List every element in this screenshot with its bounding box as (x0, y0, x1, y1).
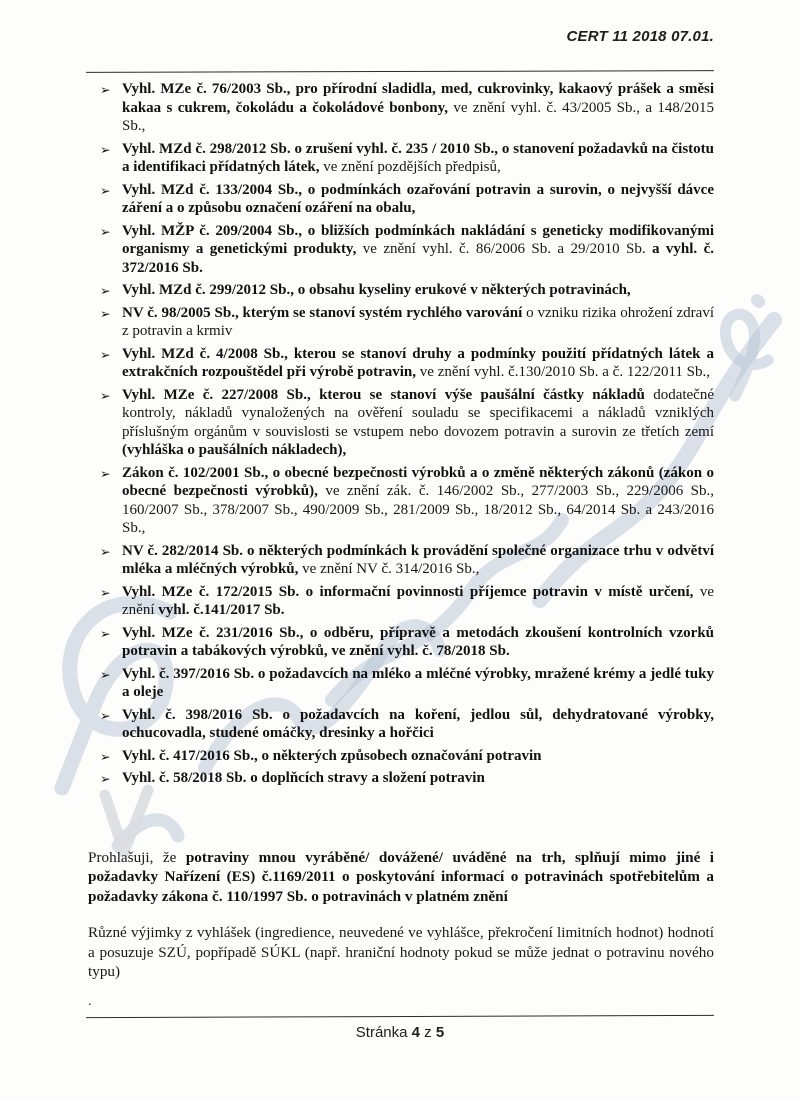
list-item (88, 542, 714, 579)
list-item (88, 222, 714, 278)
doc-code: CERT 11 2018 07.01. (566, 28, 714, 45)
regular-text: ve znění zák. č. 146/2002 Sb., 277/2003 Sb., 229/2006 Sb., 160/2007 Sb., 378/2007 Sb., 490/2009 Sb., 281/2009 Sb., 18/2012 Sb., 64/2014 Sb. a 243/2016 Sb., (122, 483, 714, 536)
regular-text: dodatečné kontroly, nákladů vynaložených na ověření souladu se specifikacemi a nákladů vzniklých příslušným orgánům v souvislosti se vstupem nebo dovozem potravin a surovin ze třetích zemí (122, 386, 714, 440)
list-item-text (122, 222, 714, 278)
list-item-text (122, 542, 714, 579)
arrow-bullet-icon: ➢ (100, 625, 111, 641)
list-item-text (122, 769, 714, 788)
list-item (88, 80, 714, 136)
arrow-bullet-icon: ➢ (100, 283, 111, 298)
list-item-text (122, 181, 714, 218)
bold-text: Vyhl. MZd č. 4/2008 Sb., kterou se stanoví druhy a podmínky použití přídatných látek a extrakčních rozpouštědel při výrobě potravin, (122, 345, 714, 380)
arrow-bullet-icon: ➢ (100, 543, 111, 559)
bold-text: potraviny mnou vyráběné/ dovážené/ uváděné na trh, splňují mimo jiné i požadavky Nařízení (ES) č.1169/2011 o poskytování informací o potravinách spotřebitelům a požadavky zákona č. 110/1997 Sb. o potravinách v platném znění (88, 848, 715, 905)
regular-text: ve znění pozdějších předpisů, (319, 159, 501, 175)
list-item (88, 386, 714, 460)
list-item (88, 281, 714, 300)
bold-text: Vyhl. č. 58/2018 Sb. o doplňcích stravy a složení potravin (122, 770, 485, 786)
regular-text: ve znění (122, 583, 714, 618)
stray-dot: . (88, 993, 92, 1009)
bold-text: NV č. 98/2005 Sb., kterým se stanoví systém rychlého varování (122, 304, 523, 321)
list-item (88, 304, 714, 341)
arrow-bullet-icon: ➢ (100, 771, 111, 786)
list-item (88, 769, 714, 788)
declaration-paragraph (88, 848, 714, 907)
list-item (88, 624, 714, 661)
list-item-text (122, 706, 714, 743)
bold-text: Vyhl. MZe č. 227/2008 Sb., kterou se stanoví výše paušální částky nákladů (122, 386, 645, 403)
bold-text: Vyhl. MZd č. 298/2012 Sb. o zrušení vyhl. č. 235 / 2010 Sb., o stanovení požadavků na čistotu a identifikaci přídatných látek, (122, 140, 714, 175)
bold-text: Vyhl. MZd č. 299/2012 Sb., o obsahu kyseliny erukové v některých potravinách, (122, 282, 631, 298)
bold-text: Vyhl. MŽP č. 209/2004 Sb., o bližších podmínkách nakládání s geneticky modifikovanými organismy a genetickými produkty, (122, 222, 714, 257)
list-item-text (122, 304, 714, 341)
arrow-bullet-icon: ➢ (100, 223, 111, 239)
footer-divider-line (86, 1015, 714, 1018)
bold-text: Vyhl. č. 397/2016 Sb. o požadavcích na mléko a mléčné výrobky, mražené krémy a jedlé tuky a oleje (122, 665, 714, 700)
bold-text: Vyhl. č. 398/2016 Sb. o požadavcích na koření, jedlou sůl, dehydratované výrobky, ochucovadla, studené omáčky, dresinky a hořčici (122, 706, 714, 741)
list-item (88, 181, 714, 218)
arrow-bullet-icon: ➢ (100, 141, 111, 157)
bold-text: Zákon č. 102/2001 Sb., o obecné bezpečnosti výrobků a o změně některých zákonů (zákon o obecné bezpečnosti výrobků), (122, 464, 714, 499)
list-item-text (122, 345, 714, 382)
arrow-bullet-icon: ➢ (100, 82, 111, 97)
list-item-text (122, 386, 714, 460)
bold-text: Vyhl. MZe č. 231/2016 Sb., o odběru, přípravě a metodách zkoušení kontrolních vzorků potravin a tabákových výrobků, ve znění vyhl. č. 78/2018 Sb. (122, 624, 714, 659)
header-divider-line (86, 70, 714, 73)
regular-text: Prohlašuji, že (88, 848, 186, 866)
page-footer (0, 1024, 800, 1041)
bold-text: a vyhl. č. 372/2016 Sb. (122, 241, 714, 276)
list-item (88, 665, 714, 702)
list-item-text (122, 624, 714, 661)
list-item-text (122, 583, 714, 620)
footer-page-number: 4 (411, 1024, 421, 1041)
bold-text: Vyhl. MZe č. 172/2015 Sb. o informační povinnosti příjemce potravin v místě určení, (122, 583, 694, 600)
bold-text: (vyhláška o paušálních nákladech), (122, 442, 347, 458)
footer-of-word: z (420, 1024, 436, 1041)
list-item (88, 747, 714, 766)
decree-list (88, 80, 714, 788)
bold-text: vyhl. č.141/2017 Sb. (158, 602, 285, 618)
arrow-bullet-icon: ➢ (100, 748, 111, 764)
arrow-bullet-icon: ➢ (100, 305, 111, 321)
footer-label: Stránka (355, 1024, 412, 1041)
arrow-bullet-icon: ➢ (100, 346, 111, 362)
list-item-text (122, 80, 714, 136)
note-paragraph (88, 923, 714, 982)
arrow-bullet-icon: ➢ (100, 666, 111, 682)
list-item-text (122, 140, 714, 177)
list-item (88, 706, 714, 743)
list-item (88, 583, 714, 620)
arrow-bullet-icon: ➢ (100, 465, 111, 481)
arrow-bullet-icon: ➢ (100, 584, 111, 600)
list-item-text (122, 665, 714, 702)
list-item (88, 140, 714, 177)
regular-text: ve znění vyhl. č.130/2010 Sb. a č. 122/2011 Sb., (416, 364, 711, 380)
regular-text: o vzniku rizika ohrožení zdraví z potravin a krmiv (122, 304, 714, 339)
list-item-text (122, 747, 714, 766)
bold-text: Vyhl. č. 417/2016 Sb., o některých způsobech označování potravin (122, 747, 542, 764)
list-item (88, 345, 714, 382)
bold-text: Vyhl. MZe č. 76/2003 Sb., pro přírodní sladidla, med, cukrovinky, kakaový prášek a směsi kakaa s cukrem, čokoládu a čokoládové bonbony, (122, 81, 714, 116)
bold-text: Vyhl. MZd č. 133/2004 Sb., o podmínkách ozařování potravin a surovin, o nejvyšší dávce záření a o způsobu označení ozáření na obalu, (122, 181, 714, 216)
bold-text: NV č. 282/2014 Sb. o některých podmínkách k provádění společné organizace trhu v odvětví mléka a mléčných výrobků, (122, 542, 714, 577)
arrow-bullet-icon: ➢ (100, 707, 111, 723)
regular-text: ve znění vyhl. č. 86/2006 Sb. a 29/2010 Sb. (356, 241, 653, 257)
arrow-bullet-icon: ➢ (100, 387, 111, 403)
list-item (88, 464, 714, 538)
list-item-text (122, 464, 714, 538)
regular-text: ve znění vyhl. č. 43/2005 Sb., a 148/2015 Sb., (122, 99, 714, 134)
regular-text: Různé výjimky z vyhlášek (ingredience, neuvedené ve vyhlášce, překročení limitních hodnot) hodnotí a posuzuje SZÚ, popřípadě SÚKL (např. hraniční hodnoty pokud se může jednat o potravinu nového typu) (88, 924, 714, 980)
page-content (88, 80, 714, 1007)
list-item-text (122, 281, 714, 300)
footer-total-pages: 5 (435, 1024, 445, 1041)
regular-text: ve znění NV č. 314/2016 Sb., (298, 561, 480, 577)
arrow-bullet-icon: ➢ (100, 182, 111, 198)
